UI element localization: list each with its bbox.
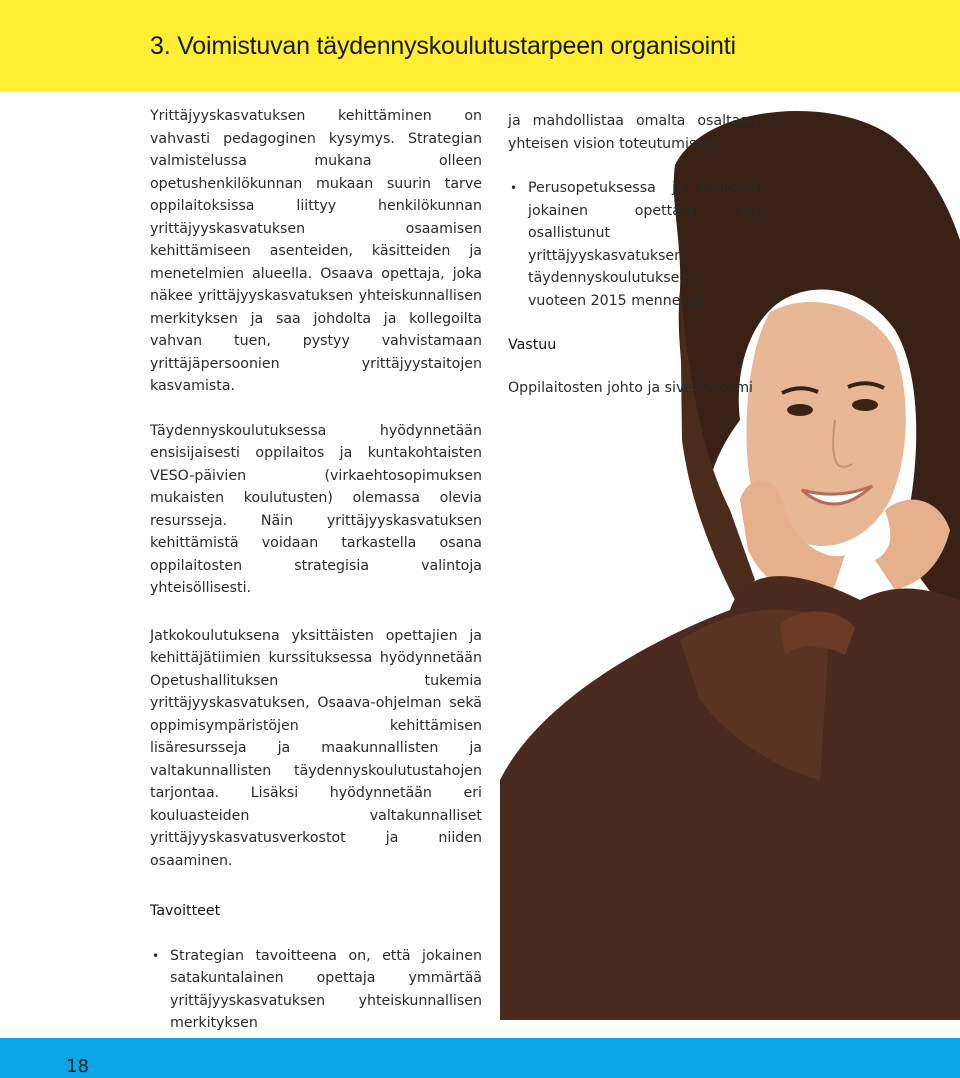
page-number: 18 <box>66 1056 89 1077</box>
paragraph-3: Jatkokoulutuksena yksittäisten opettajien ja kehittäjätiimien kurssituksessa hyödynnetään Opetushallituksen tukemia yrittäjyyskasvatuksen, Osaava-ohjelman sekä oppimisympäristöjen kehittämisen lisäresursseja ja maakunnallisten ja valtakunnallisten täydennyskoulutustahojen tarjontaa. Lisäksi hyödynnetään eri kouluasteiden valtakunnalliset yrittäjyyskasvatusverkostot ja niiden osaaminen. <box>150 627 482 869</box>
goal-continuation-list <box>508 177 758 312</box>
goal-bullet-item: • Perusopetuksessa ja lukiossa jokainen opettaja on osallistunut yrittäjyyskasvatuksen täydennyskoulutukseen vuoteen 2015 mennessä <box>528 177 758 312</box>
page-title: 3. Voimistuvan täydennyskoulutustarpeen organisointi <box>150 32 736 60</box>
responsibility-heading: Vastuu <box>508 337 557 353</box>
footer-blue-band <box>0 1038 960 1078</box>
goals-list <box>150 945 482 1035</box>
responsibility-text: Oppilaitosten johto ja sivistystoimi <box>508 379 753 396</box>
continuation-paragraph: ja mahdollistaa omalta osaltaan yhteisen vision toteutumisen <box>508 113 758 152</box>
paragraph-1: Yrittäjyyskasvatuksen kehittäminen on vahvasti pedagoginen kysymys. Strategian valmistelussa mukana olleen opetushenkilökunnan mukaan suurin tarve oppilaitoksissa liittyy henkilökunnan yrittäjyyskasvatuksen osaamisen kehittämiseen asenteiden, käsitteiden ja menetelmien alueella. Osaava opettaja, joka näkee yrittäjyyskasvatuksen yhteiskunnallisen merkityksen ja saa johdolta ja kollegoilta vahvan tuen, pystyy vahvistamaan yrittäjäpersoonien yrittäjyystaitojen kasvamista. <box>150 108 482 394</box>
goal-bullet-item: • Strategian tavoitteena on, että jokainen satakuntalainen opettaja ymmärtää yrittäjyyskasvatuksen yhteiskunnallisen merkityksen <box>170 945 482 1035</box>
right-text-column <box>508 110 758 399</box>
left-text-column <box>150 105 482 1035</box>
goals-heading: Tavoitteet <box>150 903 221 919</box>
paragraph-2: Täydennyskoulutuksessa hyödynnetään ensisijaisesti oppilaitos ja kuntakohtaisten VESO-päivien (virkaehtosopimuksen mukaisten koulutusten) olemassa olevia resursseja. Näin yrittäjyyskasvatuksen kehittämistä voidaan tarkastella osana oppilaitosten strategisia valintoja yhteisöllisesti. <box>150 422 482 596</box>
